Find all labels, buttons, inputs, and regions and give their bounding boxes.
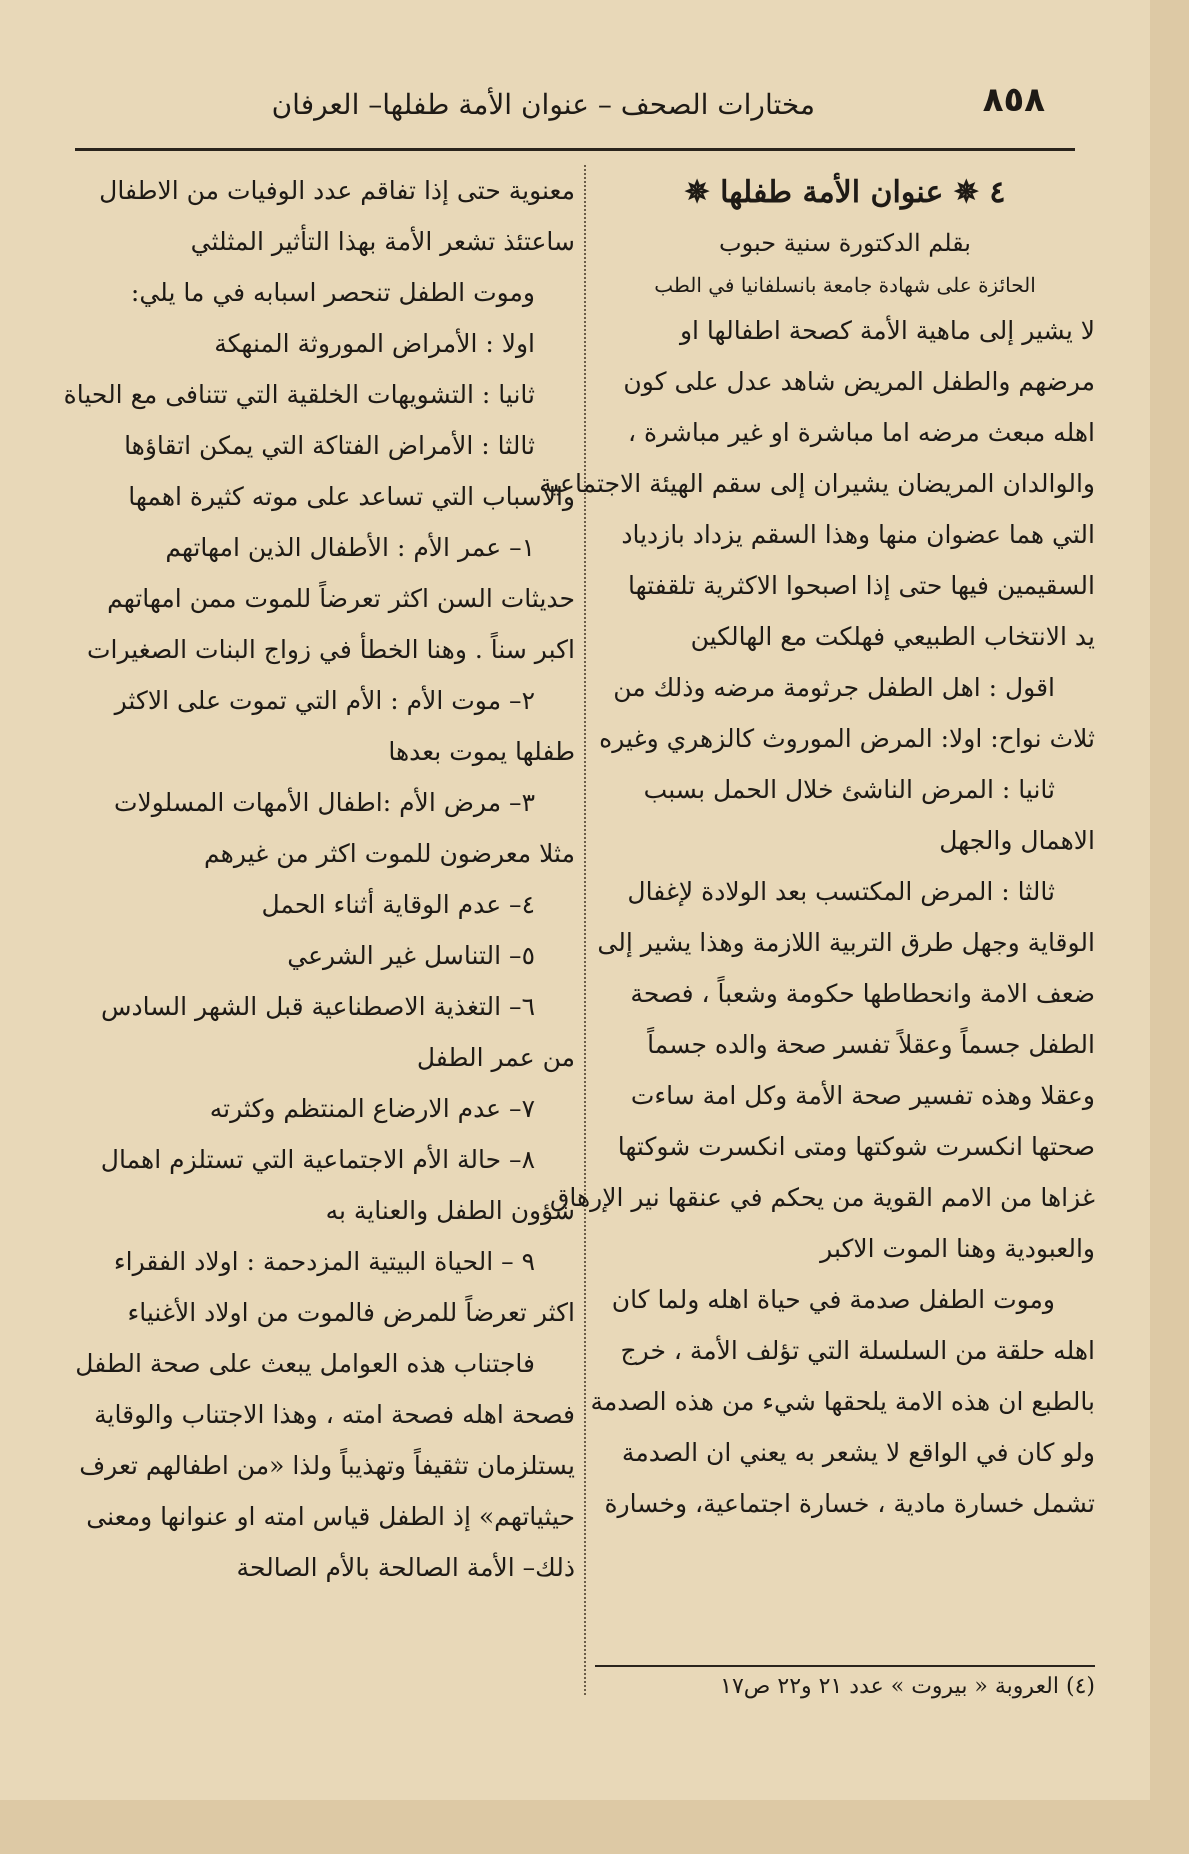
text-line: لا يشير إلى ماهية الأمة كصحة اطفالها او <box>679 316 1095 345</box>
text-line: اكبر سناً . وهنا الخطأ في زواج البنات الصغيرات <box>86 635 575 664</box>
article-byline: بقلم الدكتورة سنية حبوب <box>719 229 971 257</box>
text-line: يد الانتخاب الطبيعي فهلكت مع الهالكين <box>690 622 1095 651</box>
text-line: غزاها من الامم القوية من يحكم في عنقها نير الإرهاق <box>549 1183 1095 1212</box>
text-line: الطفل جسماً وعقلاً تفسر صحة والده جسماً <box>647 1030 1095 1059</box>
column-divider <box>584 165 586 1695</box>
text-line: ثالثا : الأمراض الفتاكة التي يمكن اتقاؤها <box>124 431 535 460</box>
text-line: ٧– عدم الارضاع المنتظم وكثرته <box>209 1094 535 1123</box>
text-line: ٢– موت الأم : الأم التي تموت على الاكثر <box>114 686 535 715</box>
text-line: ثلاث نواح: اولا: المرض الموروث كالزهري وغيره <box>599 724 1095 753</box>
text-line: التي هما عضوان منها وهذا السقم يزداد بازدياد <box>621 520 1095 549</box>
text-line: اهله حلقة من السلسلة التي تؤلف الأمة ، خرج <box>620 1336 1095 1365</box>
footnote-rule <box>595 1665 1095 1667</box>
text-line: حديثات السن اكثر تعرضاً للموت ممن امهاتهم <box>107 584 575 613</box>
text-line: والعبودية وهنا الموت الاكبر <box>820 1234 1095 1263</box>
text-line: ٨– حالة الأم الاجتماعية التي تستلزم اهمال <box>100 1145 535 1174</box>
text-line: ٩ – الحياة البيتية المزدحمة : اولاد الفقراء <box>113 1247 535 1276</box>
text-line: صحتها انكسرت شوكتها ومتى انكسرت شوكتها <box>617 1132 1095 1161</box>
text-line: اقول : اهل الطفل جرثومة مرضه وذلك من <box>613 673 1055 702</box>
text-line: ٥– التناسل غير الشرعي <box>287 941 535 970</box>
text-line: ثانيا : التشويهات الخلقية التي تتنافى مع الحياة <box>63 380 535 409</box>
text-line: ولو كان في الواقع لا يشعر به يعني ان الصدمة <box>621 1438 1095 1467</box>
text-line: اولا : الأمراض الموروثة المنهكة <box>214 329 535 358</box>
right-column <box>539 165 1095 1529</box>
footnote: (٤) العروبة « بيروت » عدد ٢١ و٢٢ ص١٧ <box>720 1674 1095 1699</box>
text-line: فصحة اهله فصحة امته ، وهذا الاجتناب والوقاية <box>94 1400 575 1429</box>
text-line: الاهمال والجهل <box>939 826 1095 855</box>
text-line: ذلك– الأمة الصالحة بالأم الصالحة <box>236 1553 575 1582</box>
text-line: وعقلا وهذه تفسير صحة الأمة وكل امة ساءت <box>630 1081 1095 1110</box>
page-header <box>75 80 1065 140</box>
author-credential: الحائزة على شهادة جامعة بانسلفانيا في الطب <box>654 273 1036 297</box>
right-column-body <box>539 305 1095 1529</box>
text-line: وموت الطفل صدمة في حياة اهله ولما كان <box>611 1285 1055 1314</box>
text-line: ١– عمر الأم : الأطفال الذين امهاتهم <box>165 533 535 562</box>
text-line: ٣– مرض الأم :اطفال الأمهات المسلولات <box>113 788 535 817</box>
text-line: بالطبع ان هذه الامة يلحقها شيء من هذه الصدمة <box>590 1387 1095 1416</box>
left-column <box>63 165 575 1593</box>
text-line: والوالدان المريضان يشيران إلى سقم الهيئة الاجتماعية <box>539 469 1095 498</box>
text-line: معنوية حتى إذا تفاقم عدد الوفيات من الاطفال <box>99 176 575 205</box>
header-rule <box>75 148 1075 151</box>
text-line: ضعف الامة وانحطاطها حكومة وشعباً ، فصحة <box>630 979 1095 1008</box>
text-line: اكثر تعرضاً للمرض فالموت من اولاد الأغنياء <box>127 1298 575 1327</box>
text-line: والاسباب التي تساعد على موته كثيرة اهمها <box>128 482 575 511</box>
text-line: شؤون الطفل والعناية به <box>325 1196 575 1225</box>
page-number: ٨٥٨ <box>982 80 1045 120</box>
left-column-body <box>63 165 575 1593</box>
text-line: حيثياتهم» إذ الطفل قياس امته او عنوانها ومعنى <box>86 1502 575 1531</box>
text-line: السقيمين فيها حتى إذا اصبحوا الاكثرية تلقفتها <box>628 571 1095 600</box>
text-line: ٦– التغذية الاصطناعية قبل الشهر السادس <box>100 992 535 1021</box>
running-title: مختارات الصحف – عنوان الأمة طفلها– العرفان <box>271 88 815 121</box>
text-line: من عمر الطفل <box>416 1043 575 1072</box>
text-line: الوقاية وجهل طرق التربية اللازمة وهذا يشير إلى <box>597 928 1095 957</box>
text-line: اهله مبعث مرضه اما مباشرة او غير مباشرة ، <box>628 418 1095 447</box>
text-line: ثانيا : المرض الناشئ خلال الحمل بسبب <box>643 775 1055 804</box>
text-line: فاجتناب هذه العوامل يبعث على صحة الطفل <box>75 1349 535 1378</box>
text-line: وموت الطفل تنحصر اسبابه في ما يلي: <box>130 278 535 307</box>
text-line: ٤– عدم الوقاية أثناء الحمل <box>261 890 535 919</box>
text-line: ساعتئذ تشعر الأمة بهذا التأثير المثلثي <box>190 227 575 256</box>
text-line: يستلزمان تثقيفاً وتهذيباً ولذا «من اطفالهم تعرف <box>79 1451 575 1480</box>
text-line: طفلها يموت بعدها <box>388 737 575 766</box>
text-line: مثلا معرضون للموت اكثر من غيرهم <box>204 839 575 868</box>
text-line: ثالثا : المرض المكتسب بعد الولادة لإغفال <box>627 877 1055 906</box>
text-line: مرضهم والطفل المريض شاهد عدل على كون <box>623 367 1095 396</box>
text-line: تشمل خسارة مادية ، خسارة اجتماعية، وخسارة <box>604 1489 1095 1518</box>
article-title: ٤ ✵ عنوان الأمة طفلها ✵ <box>684 175 1006 210</box>
